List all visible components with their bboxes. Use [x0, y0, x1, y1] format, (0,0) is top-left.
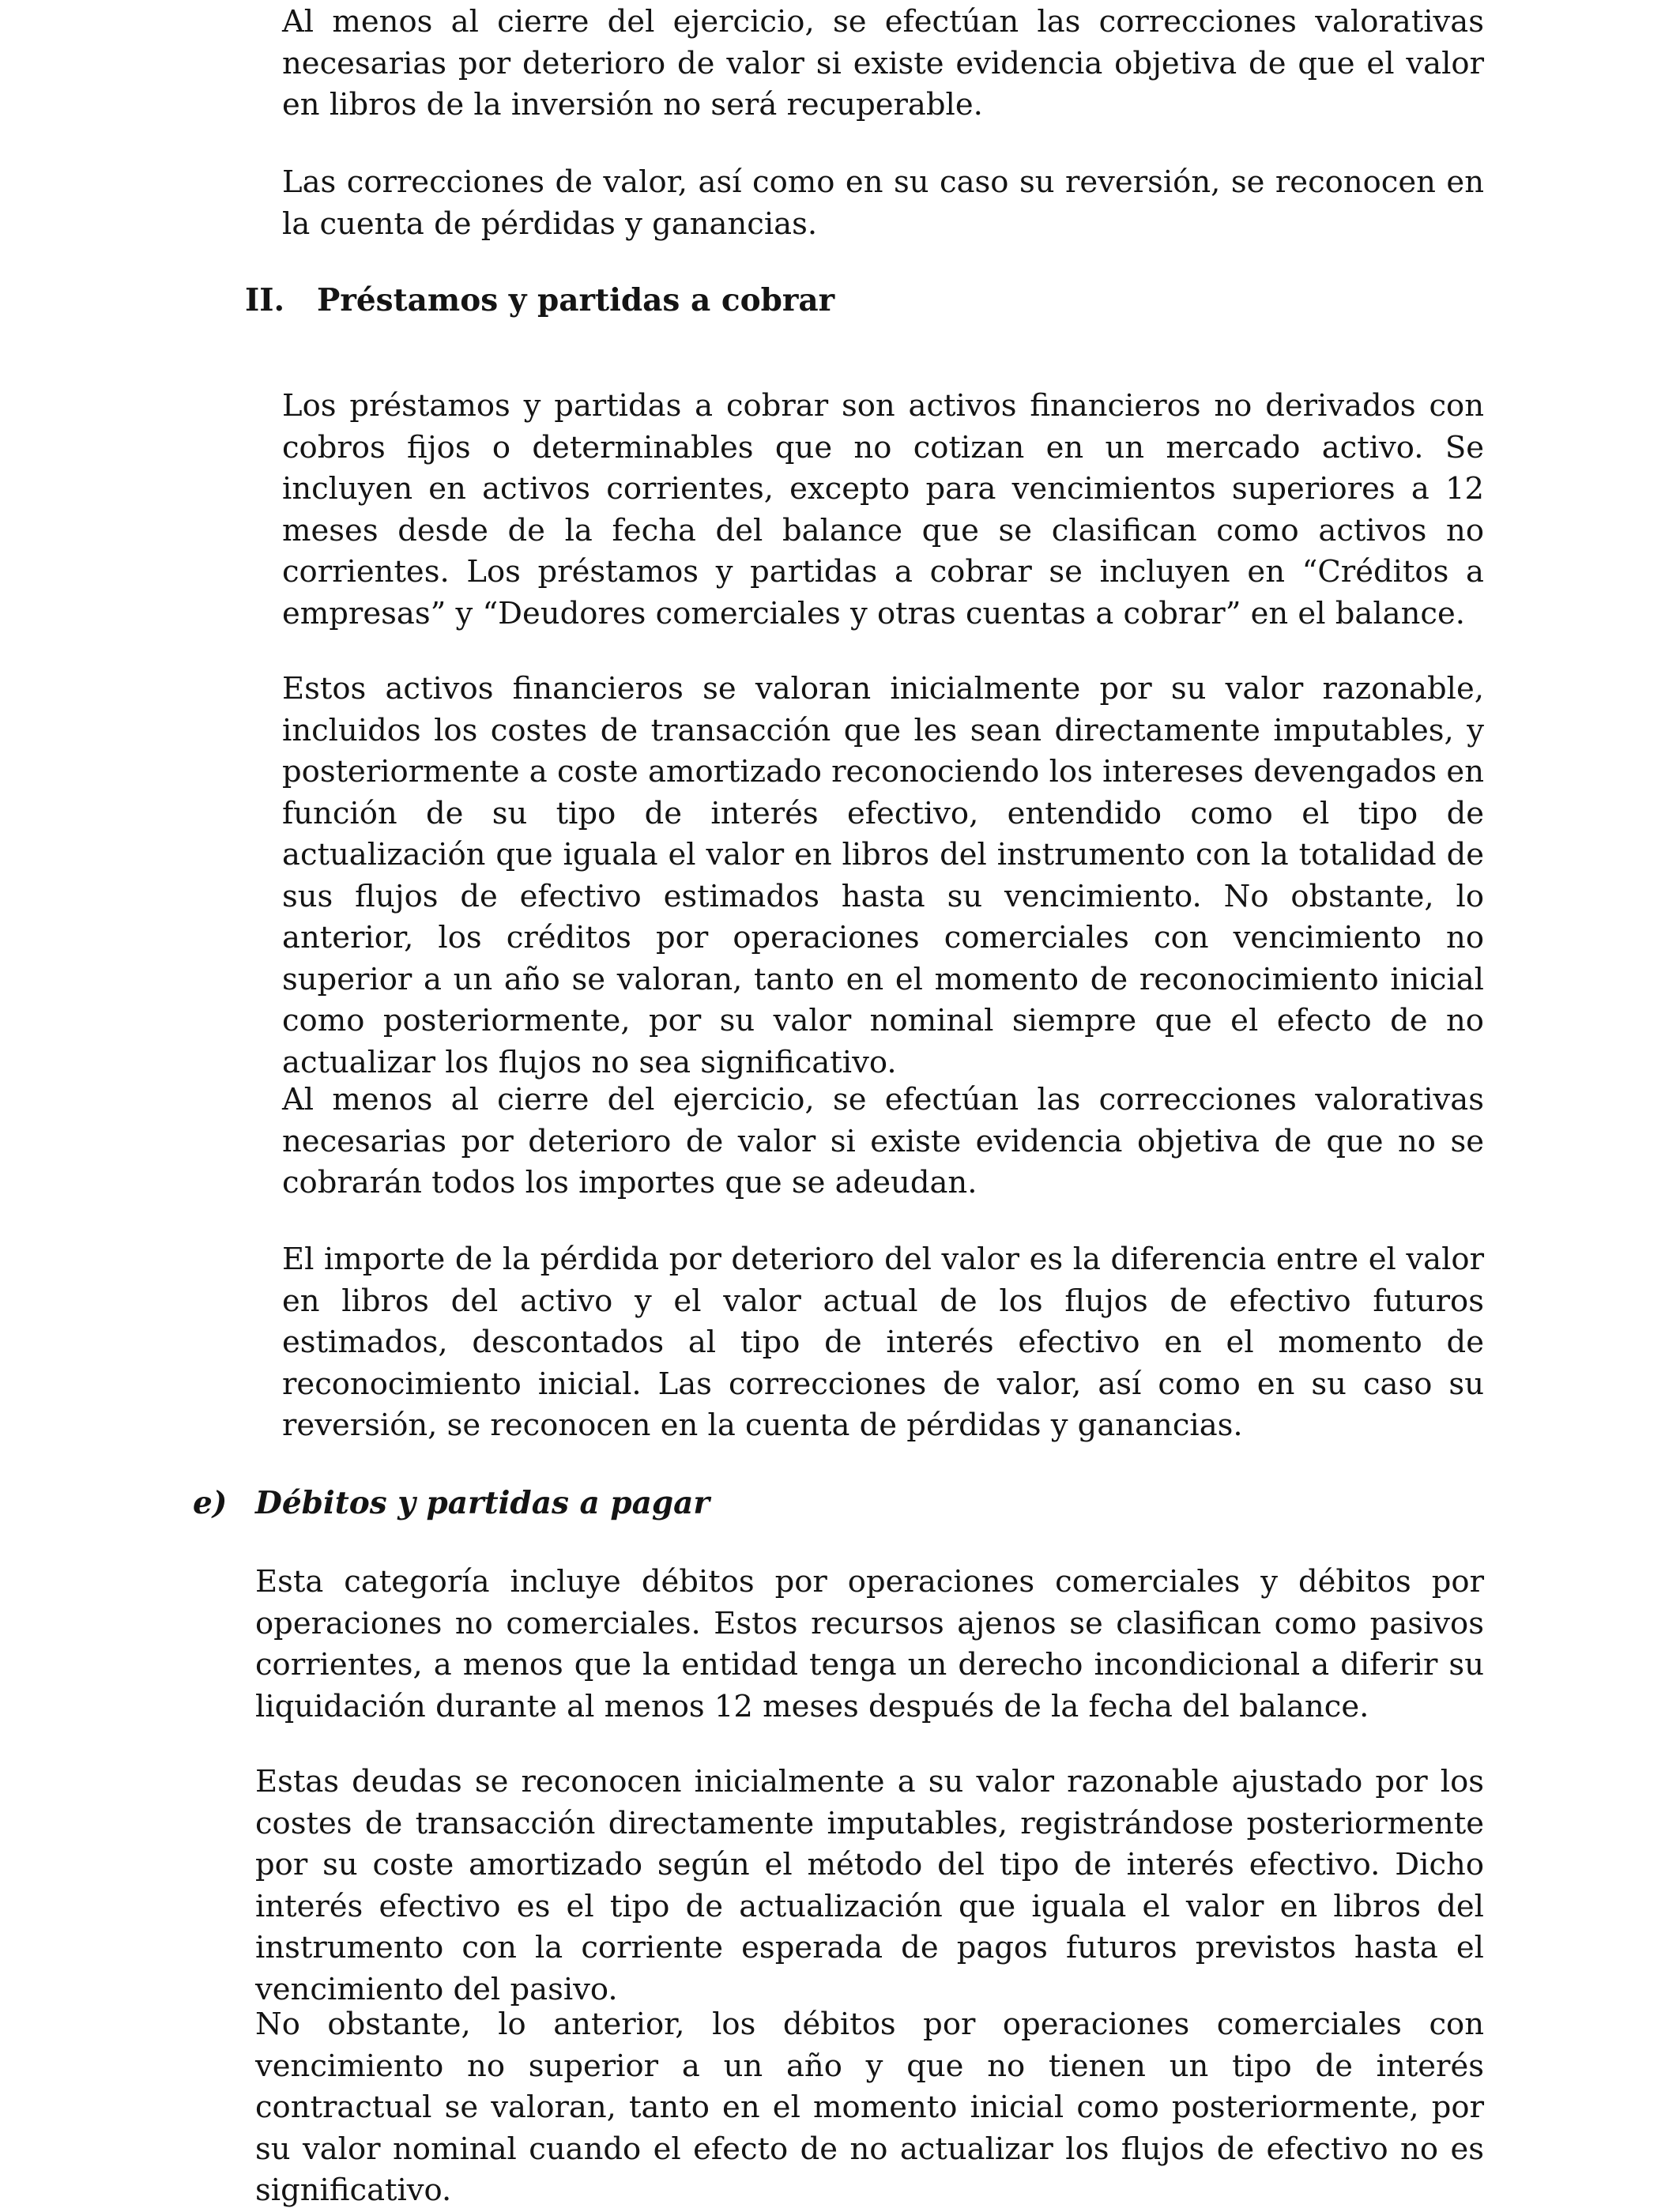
section-number: II.: [245, 282, 285, 318]
section-title: Préstamos y partidas a cobrar: [317, 282, 835, 318]
section-number: e): [193, 1485, 228, 1521]
section-title: Débitos y partidas a pagar: [255, 1485, 710, 1521]
paragraph-inversion-correcciones: Las correcciones de valor, así como en su caso su reversión, se reconocen en la cuenta de pérdidas y ganancias.: [282, 164, 1484, 242]
paragraph-prestamos-definicion: Los préstamos y partidas a cobrar son activos financieros no derivados con cobros fijos o determinables que no cotizan en un mercado activo. Se incluyen en activos corrientes, excepto para vencimientos superiores a 12 meses desde de la fecha del balance que se clasifican como activos no corrientes. Los préstamos y partidas a cobrar se incluyen en “Créditos a empresas” y “Deudores comerciales y otras cuentas a cobrar” en el balance.: [282, 388, 1484, 631]
paragraph-prestamos-valoracion: Estos activos financieros se valoran inicialmente por su valor razonable, incluidos los costes de transacción que les sean directamente imputables, y posteriormente a coste amortizado reconociendo los intereses devengados en función de su tipo de interés efectivo, entendido como el tipo de actualización que iguala el valor en libros del instrumento con la totalidad de sus flujos de efectivo estimados hasta su vencimiento. No obstante, lo anterior, los créditos por operaciones comerciales con vencimiento no superior a un año se valoran, tanto en el momento de reconocimiento inicial como posteriormente, por su valor nominal siempre que el efecto de no actualizar los flujos no sea significativo.: [282, 671, 1484, 1080]
paragraph-prestamos-perdida: El importe de la pérdida por deterioro del valor es la diferencia entre el valor en libros del activo y el valor actual de los flujos de efectivo futuros estimados, descontados al tipo de interés efectivo en el momento de reconocimiento inicial. Las correcciones de valor, así como en su caso su reversión, se reconocen en la cuenta de pérdidas y ganancias.: [282, 1242, 1484, 1443]
paragraph-debitos-nominal: No obstante, lo anterior, los débitos por operaciones comerciales con vencimiento no superior a un año y que no tienen un tipo de interés contractual se valoran, tanto en el momento inicial como posteriormente, por su valor nominal cuando el efecto de no actualizar los flujos de efectivo no es significativo.: [255, 2007, 1484, 2208]
paragraph-debitos-definicion: Esta categoría incluye débitos por operaciones comerciales y débitos por operaciones no comerciales. Estos recursos ajenos se clasifican como pasivos corrientes, a menos que la entidad tenga un derecho incondicional a diferir su liquidación durante al menos 12 meses después de la fecha del balance.: [255, 1564, 1484, 1724]
paragraph-debitos-valoracion: Estas deudas se reconocen inicialmente a su valor razonable ajustado por los costes de transacción directamente imputables, registrándose posteriormente por su coste amortizado según el método del tipo de interés efectivo. Dicho interés efectivo es el tipo de actualización que iguala el valor en libros del instrumento con la corriente esperada de pagos futuros previstos hasta el vencimiento del pasivo.: [255, 1764, 1484, 2007]
section-heading-prestamos: [245, 280, 1193, 321]
section-heading-debitos: [193, 1483, 1141, 1524]
paragraph-inversion-deterioro: Al menos al cierre del ejercicio, se efectúan las correcciones valorativas necesarias por deterioro de valor si existe evidencia objetiva de que el valor en libros de la inversión no será recuperable.: [282, 4, 1484, 122]
paragraph-prestamos-deterioro: Al menos al cierre del ejercicio, se efectúan las correcciones valorativas necesarias por deterioro de valor si existe evidencia objetiva de que no se cobrarán todos los importes que se adeudan.: [282, 1082, 1484, 1200]
